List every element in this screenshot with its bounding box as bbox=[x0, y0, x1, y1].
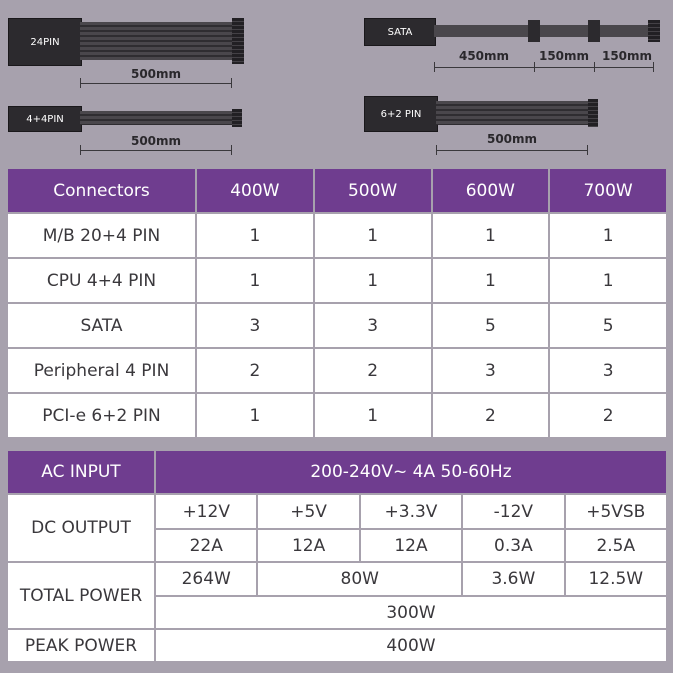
row-label: M/B 20+4 PIN bbox=[7, 213, 196, 258]
cable-24pin-connector bbox=[232, 18, 244, 64]
table-row bbox=[7, 213, 667, 258]
cable-sata-label: SATA bbox=[387, 26, 413, 38]
cable-sata-dimension bbox=[434, 62, 654, 72]
rail-neg12v: -12V bbox=[462, 494, 564, 529]
connectors-table-header bbox=[7, 168, 667, 213]
cable-sata-connector-3 bbox=[648, 20, 660, 42]
peak-power-value: 400W bbox=[155, 629, 667, 662]
current-5v: 12A bbox=[257, 529, 359, 562]
cable-24pin-wires bbox=[80, 22, 232, 60]
ac-input-label: AC INPUT bbox=[7, 450, 155, 494]
current-3v3: 12A bbox=[360, 529, 462, 562]
cable-sata-plug bbox=[364, 18, 436, 46]
cable-sata-wires bbox=[434, 25, 650, 37]
row-label: Peripheral 4 PIN bbox=[7, 348, 196, 393]
cell: 3 bbox=[196, 303, 314, 348]
cell: 1 bbox=[549, 258, 667, 303]
cable-sata-length-1: 450mm bbox=[458, 49, 510, 63]
cell: 2 bbox=[314, 348, 432, 393]
cable-62pin-label: 6+2 PIN bbox=[380, 108, 422, 120]
cable-62pin-connector bbox=[588, 99, 598, 127]
current-12v: 22A bbox=[155, 529, 257, 562]
cell: 1 bbox=[196, 258, 314, 303]
row-label: CPU 4+4 PIN bbox=[7, 258, 196, 303]
dc-output-label: DC OUTPUT bbox=[7, 494, 155, 562]
power-12v: 264W bbox=[155, 562, 257, 596]
cable-sata-connector-1 bbox=[528, 20, 540, 42]
cable-44pin-label: 4+4PIN bbox=[26, 113, 64, 125]
cell: 1 bbox=[314, 393, 432, 438]
cable-62pin-plug bbox=[364, 96, 438, 132]
cell: 3 bbox=[314, 303, 432, 348]
cell: 1 bbox=[314, 213, 432, 258]
rail-3v3: +3.3V bbox=[360, 494, 462, 529]
cell: 3 bbox=[549, 348, 667, 393]
rail-12v: +12V bbox=[155, 494, 257, 529]
cell: 1 bbox=[549, 213, 667, 258]
cell: 1 bbox=[314, 258, 432, 303]
cell: 1 bbox=[196, 213, 314, 258]
cable-44pin-wires bbox=[80, 111, 232, 125]
specs-table bbox=[6, 449, 668, 663]
peak-power-label: PEAK POWER bbox=[7, 629, 155, 662]
cell: 2 bbox=[549, 393, 667, 438]
table-row bbox=[7, 348, 667, 393]
cell: 3 bbox=[432, 348, 550, 393]
cable-sata-length-3: 150mm bbox=[601, 49, 653, 63]
rail-5v: +5V bbox=[257, 494, 359, 529]
total-power-value: 300W bbox=[155, 596, 667, 629]
cell: 1 bbox=[196, 393, 314, 438]
ac-input-value: 200-240V~ 4A 50-60Hz bbox=[155, 450, 667, 494]
cable-sata-connector-2 bbox=[588, 20, 600, 42]
cell: 1 bbox=[432, 258, 550, 303]
cell: 1 bbox=[432, 213, 550, 258]
total-power-label: TOTAL POWER bbox=[7, 562, 155, 629]
power-5vsb: 12.5W bbox=[565, 562, 667, 596]
table-row bbox=[7, 258, 667, 303]
header-600w: 600W bbox=[432, 168, 550, 213]
ac-input-row bbox=[7, 450, 667, 494]
connectors-table bbox=[6, 167, 668, 439]
cell: 2 bbox=[196, 348, 314, 393]
cable-44pin-plug bbox=[8, 106, 82, 132]
power-5v-3v3: 80W bbox=[257, 562, 462, 596]
cable-24pin-plug bbox=[8, 18, 82, 66]
header-500w: 500W bbox=[314, 168, 432, 213]
cable-24pin-label: 24PIN bbox=[30, 36, 60, 48]
cable-62pin-length: 500mm bbox=[486, 132, 538, 146]
cable-44pin-connector bbox=[232, 109, 242, 127]
header-400w: 400W bbox=[196, 168, 314, 213]
header-700w: 700W bbox=[549, 168, 667, 213]
cable-62pin-dimension bbox=[436, 145, 588, 155]
power-neg12v: 3.6W bbox=[462, 562, 564, 596]
cable-sata-length-2: 150mm bbox=[538, 49, 590, 63]
row-label: PCI-e 6+2 PIN bbox=[7, 393, 196, 438]
cable-44pin-length: 500mm bbox=[130, 134, 182, 148]
rail-power-row bbox=[7, 562, 667, 596]
dc-output-rails-row bbox=[7, 494, 667, 529]
header-connectors: Connectors bbox=[7, 168, 196, 213]
current-5vsb: 2.5A bbox=[565, 529, 667, 562]
row-label: SATA bbox=[7, 303, 196, 348]
cable-24pin-length: 500mm bbox=[130, 67, 182, 81]
cell: 5 bbox=[432, 303, 550, 348]
current-neg12v: 0.3A bbox=[462, 529, 564, 562]
cell: 2 bbox=[432, 393, 550, 438]
cell: 5 bbox=[549, 303, 667, 348]
rail-5vsb: +5VSB bbox=[565, 494, 667, 529]
cable-62pin-wires bbox=[436, 101, 588, 125]
table-row bbox=[7, 303, 667, 348]
peak-power-row bbox=[7, 629, 667, 662]
table-row bbox=[7, 393, 667, 438]
